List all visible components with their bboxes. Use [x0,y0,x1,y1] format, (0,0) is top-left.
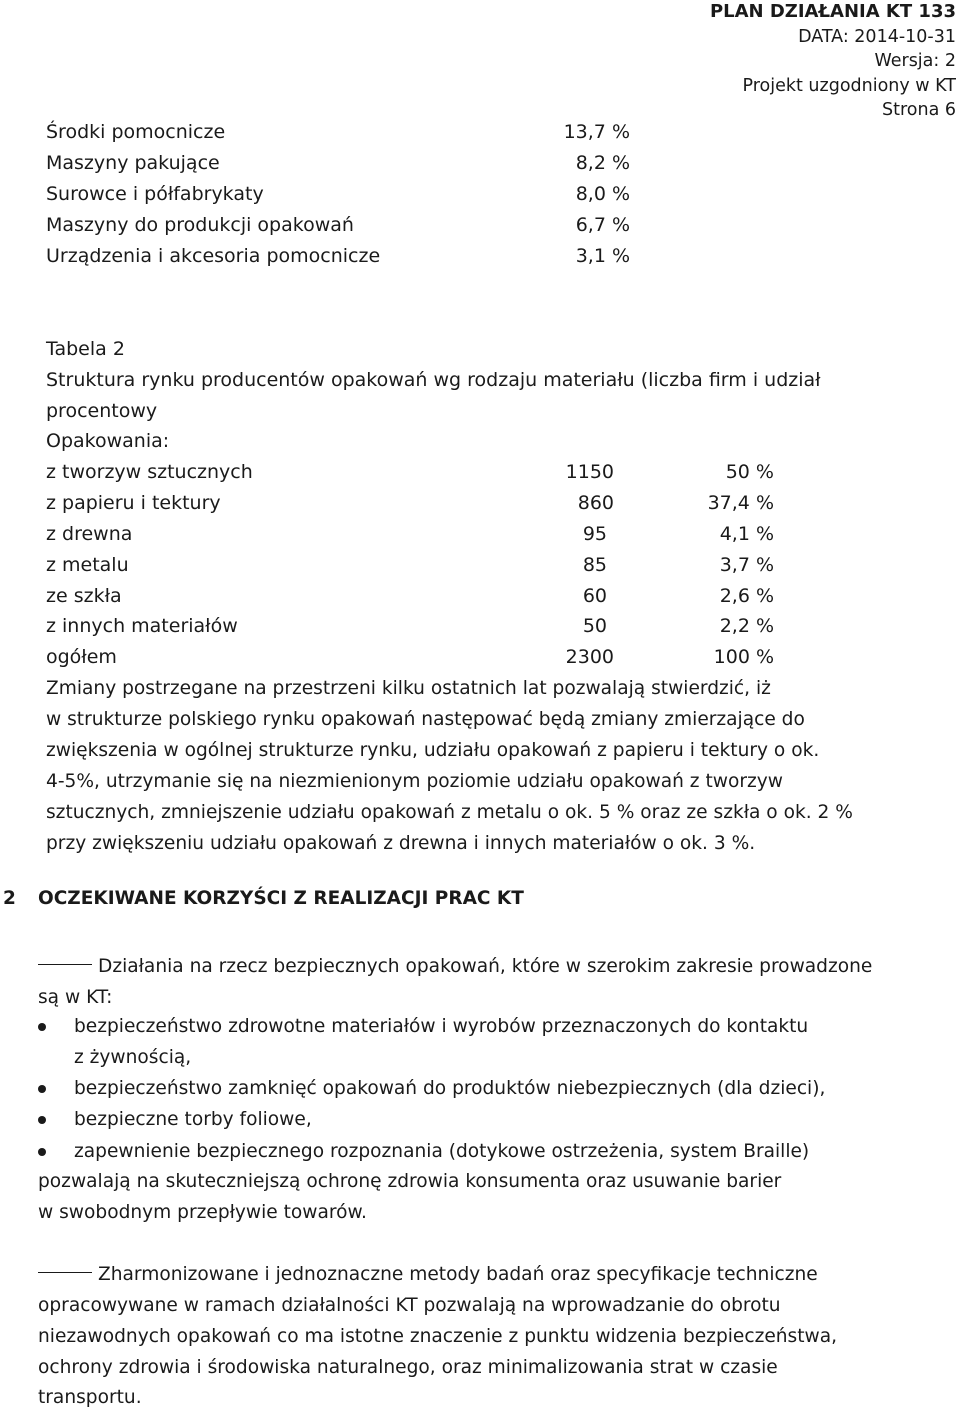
page-number: Strona 6 [882,100,956,120]
table-cell-share: 37,4 % [707,492,774,514]
block-line: ochrony zdrowia i środowiska naturalnego, oraz minimalizowania strat w czasie [38,1357,778,1378]
section-heading [3,888,524,909]
list-item: Środki pomocnicze [46,121,226,143]
paragraph-line: 4-5%, utrzymanie się na niezmienionym poziomie udziału opakowań z tworzyw [46,771,783,792]
table-row-label: ze szkła [46,585,122,607]
table-cell-share: 100 % [713,646,774,668]
table-cell-count: 1150 [565,461,614,483]
em-dash [38,964,92,965]
table-row-label: z drewna [46,523,133,545]
bullet-text: bezpieczne torby foliowe, [74,1109,312,1130]
list-item: Urządzenia i akcesoria pomocnicze [46,245,381,267]
list-item-value: 13,7 % [563,121,630,143]
table-label: Tabela 2 [46,338,125,360]
list-item: Maszyny do produkcji opakowań [46,214,354,236]
list-item: Maszyny pakujące [46,152,220,174]
bullet-icon [38,1085,46,1093]
section-number: 2 [3,888,16,909]
block-outro-line: w swobodnym przepływie towarów. [38,1202,367,1223]
block-outro-line: pozwalają na skuteczniejszą ochronę zdrowia konsumenta oraz usuwanie barier [38,1171,782,1192]
paragraph-line: w strukturze polskiego rynku opakowań następować będą zmiany zmierzające do [46,709,805,730]
table-cell-share: 4,1 % [719,523,774,545]
block-line: transportu. [38,1387,142,1408]
paragraph-line: Zmiany postrzegane na przestrzeni kilku ostatnich lat pozwalają stwierdzić, iż [46,678,771,699]
block-line: niezawodnych opakowań co ma istotne znaczenie z punktu widzenia bezpieczeństwa, [38,1326,838,1347]
block-line: Zharmonizowane i jednoznaczne metody badań oraz specyfikacje techniczne [38,1259,818,1290]
project-status: Projekt uzgodniony w KT [742,75,956,96]
document-header [710,0,956,123]
table-row-label: z tworzyw sztucznych [46,461,253,483]
bullet-icon [38,1116,46,1124]
list-item-value: 8,2 % [575,152,630,174]
bullet-icon [38,1148,46,1156]
bullet-icon [38,1023,46,1031]
document-version: Wersja: 2 [874,51,956,71]
paragraph-line: sztucznych, zmniejszenie udziału opakowań z metalu o ok. 5 % oraz ze szkła o ok. 2 % [46,802,853,823]
bullet-text: zapewnienie bezpiecznego rozpoznania (dotykowe ostrzeżenia, system Braille) [74,1141,810,1162]
table-row-label: ogółem [46,646,117,668]
table-caption-line: Struktura rynku producentów opakowań wg rodzaju materiału (liczba firm i udział [46,369,821,391]
bullet-text: bezpieczeństwo zamknięć opakowań do produktów niebezpiecznych (dla dzieci), [74,1078,826,1099]
table-cell-share: 3,7 % [719,554,774,576]
list-item-value: 6,7 % [575,214,630,236]
table-group-label: Opakowania: [46,430,170,452]
list-item-value: 3,1 % [575,245,630,267]
paragraph-line: zwiększenia w ogólnej strukturze rynku, udziału opakowań z papieru i tektury o ok. [46,740,820,761]
table-cell-count: 60 [582,585,607,607]
block-intro-line: są w KT: [38,987,113,1008]
em-dash [38,1272,92,1273]
plan-title: PLAN DZIAŁANIA KT 133 [709,1,956,22]
block-line: opracowywane w ramach działalności KT pozwalają na wprowadzanie do obrotu [38,1295,781,1316]
paragraph-line: przy zwiększeniu udziału opakowań z drewna i innych materiałów o ok. 3 %. [46,833,756,854]
document-date: DATA: 2014-10-31 [798,26,956,47]
table-cell-count: 95 [582,523,607,545]
table-cell-count: 2300 [565,646,614,668]
bullet-text: z żywnością, [74,1047,192,1068]
table-cell-share: 50 % [725,461,774,483]
table-caption-line: procentowy [46,400,158,422]
table-cell-count: 860 [577,492,614,514]
table-row-label: z metalu [46,554,129,576]
table-cell-share: 2,2 % [719,615,774,637]
table-row-label: z innych materiałów [46,615,238,637]
table-cell-count: 85 [582,554,607,576]
block-intro-line: Działania na rzecz bezpiecznych opakowań, które w szerokim zakresie prowadzone [38,951,872,982]
table-row-label: z papieru i tektury [46,492,221,514]
table-cell-share: 2,6 % [719,585,774,607]
list-item: Surowce i półfabrykaty [46,183,264,205]
bullet-text: bezpieczeństwo zdrowotne materiałów i wyrobów przeznaczonych do kontaktu [74,1016,809,1037]
section-title: OCZEKIWANE KORZYŚCI Z REALIZACJI PRAC KT [38,888,524,909]
list-item-value: 8,0 % [575,183,630,205]
table-cell-count: 50 [582,615,607,637]
